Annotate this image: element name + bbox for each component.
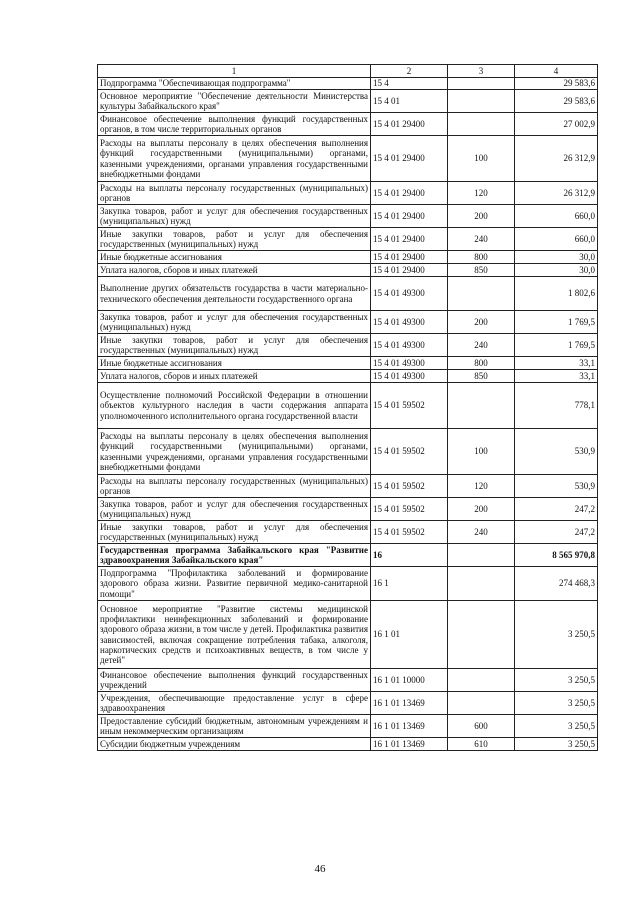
table-row	[98, 277, 598, 311]
row-name-cell: Уплата налогов, сборов и иных платежей	[98, 264, 371, 277]
row-type-cell: 100	[448, 429, 515, 475]
row-code-cell: 16 1 01 13469	[371, 715, 448, 738]
row-amount-cell: 26 312,9	[515, 182, 598, 205]
table-row	[98, 601, 598, 669]
row-name-cell: Расходы на выплаты персоналу в целях обеспечения выполнения функций государственными (муниципальными) органами, казенными учреждениями, органами управления государственными внебюджетными фондами	[98, 429, 371, 475]
row-amount-cell: 3 250,5	[515, 692, 598, 715]
row-type-cell	[448, 601, 515, 669]
row-code-cell: 15 4 01 29400	[371, 264, 448, 277]
row-type-cell	[448, 78, 515, 90]
row-amount-cell: 3 250,5	[515, 669, 598, 692]
row-type-cell	[448, 669, 515, 692]
row-code-cell: 15 4 01 29400	[371, 251, 448, 264]
row-type-cell: 240	[448, 228, 515, 251]
row-name-cell: Учреждения, обеспечивающие предоставление услуг в сфере здравоохранения	[98, 692, 371, 715]
row-amount-cell: 530,9	[515, 429, 598, 475]
table-row	[98, 738, 598, 751]
row-amount-cell: 30,0	[515, 251, 598, 264]
row-type-cell: 800	[448, 251, 515, 264]
row-amount-cell: 30,0	[515, 264, 598, 277]
row-amount-cell: 247,2	[515, 521, 598, 544]
row-name-cell: Иные закупки товаров, работ и услуг для обеспечения государственных (муниципальных) нужд	[98, 521, 371, 544]
table-row	[98, 311, 598, 334]
row-code-cell: 15 4 01 29400	[371, 113, 448, 136]
row-type-cell: 850	[448, 264, 515, 277]
row-code-cell: 15 4 01 59502	[371, 521, 448, 544]
row-code-cell: 16 1 01 13469	[371, 738, 448, 751]
row-amount-cell: 26 312,9	[515, 136, 598, 182]
page-number: 46	[314, 863, 326, 875]
table-row	[98, 264, 598, 277]
row-type-cell: 240	[448, 334, 515, 357]
row-amount-cell: 8 565 970,8	[515, 544, 598, 567]
row-amount-cell: 247,2	[515, 498, 598, 521]
table-body	[98, 78, 598, 751]
table-row	[98, 78, 598, 90]
row-type-cell: 100	[448, 136, 515, 182]
row-type-cell: 240	[448, 521, 515, 544]
row-name-cell: Субсидии бюджетным учреждениям	[98, 738, 371, 751]
row-name-cell: Выполнение других обязательств государства в части материально-технического обеспечения деятельности государственного органа	[98, 277, 371, 311]
row-code-cell: 15 4 01 59502	[371, 429, 448, 475]
table-row	[98, 205, 598, 228]
table-row	[98, 90, 598, 113]
table-row	[98, 113, 598, 136]
row-amount-cell: 29 583,6	[515, 90, 598, 113]
row-type-cell: 200	[448, 498, 515, 521]
row-name-cell: Уплата налогов, сборов и иных платежей	[98, 370, 371, 383]
row-type-cell	[448, 277, 515, 311]
row-code-cell: 15 4 01 49300	[371, 334, 448, 357]
table-row	[98, 429, 598, 475]
row-type-cell: 610	[448, 738, 515, 751]
row-amount-cell: 3 250,5	[515, 715, 598, 738]
table-row	[98, 498, 598, 521]
row-amount-cell: 27 002,9	[515, 113, 598, 136]
row-name-cell: Государственная программа Забайкальского края "Развитие здравоохранения Забайкальского края"	[98, 544, 371, 567]
row-code-cell: 15 4	[371, 78, 448, 90]
row-amount-cell: 3 250,5	[515, 738, 598, 751]
row-amount-cell: 530,9	[515, 475, 598, 498]
row-name-cell: Расходы на выплаты персоналу в целях обеспечения выполнения функций государственными (муниципальными) органами, казенными учреждениями, органами управления государственными внебюджетными фондами	[98, 136, 371, 182]
row-amount-cell: 778,1	[515, 383, 598, 429]
row-name-cell: Закупка товаров, работ и услуг для обеспечения государственных (муниципальных) нужд	[98, 498, 371, 521]
table-row	[98, 182, 598, 205]
table-row	[98, 370, 598, 383]
row-name-cell: Основное мероприятие "Обеспечение деятельности Министерства культуры Забайкальского края"	[98, 90, 371, 113]
row-code-cell: 15 4 01 29400	[371, 228, 448, 251]
table-row	[98, 228, 598, 251]
table-row	[98, 136, 598, 182]
row-code-cell: 16 1 01 13469	[371, 692, 448, 715]
row-type-cell: 600	[448, 715, 515, 738]
row-code-cell: 15 4 01	[371, 90, 448, 113]
table-row	[98, 251, 598, 264]
header-cell-4: 4	[515, 65, 598, 78]
row-name-cell: Финансовое обеспечение выполнения функций государственных органов, в том числе территориальных органов	[98, 113, 371, 136]
row-name-cell: Закупка товаров, работ и услуг для обеспечения государственных (муниципальных) нужд	[98, 205, 371, 228]
row-name-cell: Иные бюджетные ассигнования	[98, 251, 371, 264]
row-type-cell	[448, 383, 515, 429]
row-amount-cell: 660,0	[515, 228, 598, 251]
header-cell-3: 3	[448, 65, 515, 78]
table-row	[98, 669, 598, 692]
row-code-cell: 15 4 01 59502	[371, 498, 448, 521]
row-code-cell: 16 1 01	[371, 601, 448, 669]
row-code-cell: 15 4 01 49300	[371, 311, 448, 334]
row-name-cell: Иные бюджетные ассигнования	[98, 357, 371, 370]
row-amount-cell: 33,1	[515, 370, 598, 383]
row-name-cell: Закупка товаров, работ и услуг для обеспечения государственных (муниципальных) нужд	[98, 311, 371, 334]
row-name-cell: Основное мероприятие "Развитие системы медицинской профилактики неинфекционных заболеваний и формирование здорового образа жизни, в том числе у детей. Профилактика развития зависимостей, включая сокращение потребления табака, алкоголя, наркотических средств и психоактивных веществ, в том числе у детей"	[98, 601, 371, 669]
table-row	[98, 567, 598, 601]
header-cell-1: 1	[98, 65, 371, 78]
row-amount-cell: 660,0	[515, 205, 598, 228]
row-code-cell: 15 4 01 59502	[371, 475, 448, 498]
row-name-cell: Осуществление полномочий Российской Федерации в отношении объектов культурного наследия в части содержания аппарата уполномоченного исполнительного органа государственной власти	[98, 383, 371, 429]
row-amount-cell: 3 250,5	[515, 601, 598, 669]
row-code-cell: 15 4 01 49300	[371, 370, 448, 383]
row-type-cell: 120	[448, 475, 515, 498]
row-type-cell	[448, 90, 515, 113]
row-amount-cell: 33,1	[515, 357, 598, 370]
row-type-cell: 200	[448, 205, 515, 228]
row-name-cell: Расходы на выплаты персоналу государственных (муниципальных) органов	[98, 475, 371, 498]
row-type-cell: 850	[448, 370, 515, 383]
header-row	[98, 65, 598, 78]
table-row	[98, 383, 598, 429]
row-code-cell: 15 4 01 29400	[371, 182, 448, 205]
table-row	[98, 521, 598, 544]
budget-table	[97, 64, 598, 751]
row-amount-cell: 1 769,5	[515, 334, 598, 357]
row-name-cell: Финансовое обеспечение выполнения функций государственных учреждений	[98, 669, 371, 692]
header-cell-2: 2	[371, 65, 448, 78]
row-amount-cell: 1 769,5	[515, 311, 598, 334]
table-row	[98, 357, 598, 370]
row-code-cell: 15 4 01 59502	[371, 383, 448, 429]
row-name-cell: Предоставление субсидий бюджетным, автономным учреждениям и иным некоммерческим организациям	[98, 715, 371, 738]
row-name-cell: Иные закупки товаров, работ и услуг для обеспечения государственных (муниципальных) нужд	[98, 228, 371, 251]
table-row	[98, 692, 598, 715]
table-row	[98, 544, 598, 567]
row-code-cell: 15 4 01 29400	[371, 136, 448, 182]
row-type-cell	[448, 113, 515, 136]
row-type-cell: 120	[448, 182, 515, 205]
row-amount-cell: 29 583,6	[515, 78, 598, 90]
row-code-cell: 16 1	[371, 567, 448, 601]
row-code-cell: 15 4 01 49300	[371, 277, 448, 311]
row-type-cell	[448, 692, 515, 715]
row-type-cell	[448, 567, 515, 601]
row-name-cell: Иные закупки товаров, работ и услуг для обеспечения государственных (муниципальных) нужд	[98, 334, 371, 357]
row-code-cell: 15 4 01 29400	[371, 205, 448, 228]
row-name-cell: Расходы на выплаты персоналу государственных (муниципальных) органов	[98, 182, 371, 205]
table-row	[98, 715, 598, 738]
row-name-cell: Подпрограмма "Профилактика заболеваний и формирование здорового образа жизни. Развитие первичной медико-санитарной помощи"	[98, 567, 371, 601]
table-row	[98, 334, 598, 357]
row-type-cell	[448, 544, 515, 567]
row-code-cell: 16 1 01 10000	[371, 669, 448, 692]
row-type-cell: 200	[448, 311, 515, 334]
row-name-cell: Подпрограмма "Обеспечивающая подпрограмма"	[98, 78, 371, 90]
table-row	[98, 475, 598, 498]
row-code-cell: 15 4 01 49300	[371, 357, 448, 370]
row-amount-cell: 1 802,6	[515, 277, 598, 311]
row-amount-cell: 274 468,3	[515, 567, 598, 601]
row-type-cell: 800	[448, 357, 515, 370]
row-code-cell: 16	[371, 544, 448, 567]
